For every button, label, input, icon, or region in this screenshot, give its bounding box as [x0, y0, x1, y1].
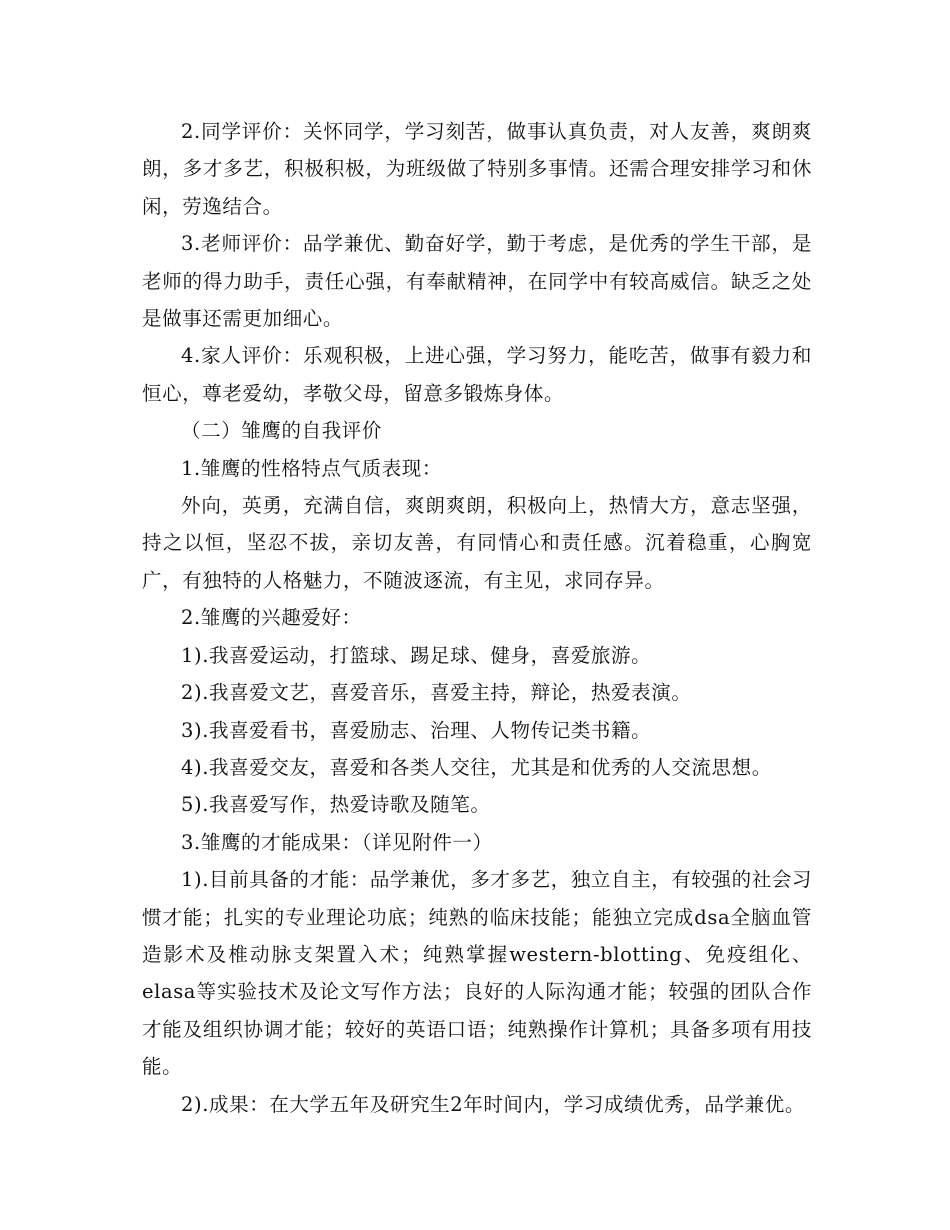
subheading-abilities: 3.雏鹰的才能成果：（详见附件一） — [181, 830, 493, 854]
paragraph-teacher-evaluation: 3.老师评价：品学兼优、勤奋好学，勤于考虑，是优秀的学生干部，是老师的得力助手，责任心强，有奉献精神，在同学中有较高威信。缺乏之处是做事还需更加细心。 — [142, 232, 812, 331]
list-item-interest-friends: 4).我喜爱交友，喜爱和各类人交往，尤其是和优秀的人交流思想。 — [181, 755, 772, 779]
paragraph-achievements: 2).成果：在大学五年及研究生2年时间内，学习成绩优秀，品学兼优。 — [181, 1092, 805, 1116]
document-body — [142, 113, 812, 1123]
list-item-interest-sports: 1).我喜爱运动，打篮球、踢足球、健身，喜爱旅游。 — [181, 643, 652, 667]
list-item-interest-arts: 2).我喜爱文艺，喜爱音乐，喜爱主持，辩论，热爱表演。 — [181, 681, 692, 705]
paragraph-family-evaluation: 4.家人评价：乐观积极，上进心强，学习努力，能吃苦，做事有毅力和恒心，尊老爱幼，孝敬父母，留意多锻炼身体。 — [142, 344, 812, 405]
subheading-personality: 1.雏鹰的性格特点气质表现： — [181, 456, 443, 480]
subheading-interests: 2.雏鹰的兴趣爱好： — [181, 606, 362, 630]
list-item-interest-writing: 5).我喜爱写作，热爱诗歌及随笔。 — [181, 793, 491, 817]
list-item-interest-reading: 3).我喜爱看书，喜爱励志、治理、人物传记类书籍。 — [181, 718, 652, 742]
paragraph-personality: 外向，英勇，充满自信，爽朗爽朗，积极向上，热情大方，意志坚强，持之以恒，坚忍不拔，亲切友善，有同情心和责任感。沉着稳重，心胸宽广，有独特的人格魅力，不随波逐流，有主见，求同存异。 — [142, 494, 812, 592]
section-heading-self-evaluation: （二）雏鹰的自我评价 — [181, 419, 383, 443]
paragraph-current-abilities: 1).目前具备的才能：品学兼优，多才多艺，独立自主，有较强的社会习惯才能；扎实的专业理论功底；纯熟的临床技能；能独立完成dsa全脑血管造影术及椎动脉支架置入术；纯熟掌握western-blotting、免疫组化、elasa等实验技术及论文写作方法；良好的人际沟通才能；较强的团队合作才能及组织协调才能；较好的英语口语；纯熟操作计算机；具备多项有用技能。 — [142, 868, 813, 1079]
paragraph-classmate-evaluation: 2.同学评价：关怀同学，学习刻苦，做事认真负责，对人友善，爽朗爽朗，多才多艺，积极积极，为班级做了特别多事情。还需合理安排学习和休闲，劳逸结合。 — [142, 120, 812, 218]
